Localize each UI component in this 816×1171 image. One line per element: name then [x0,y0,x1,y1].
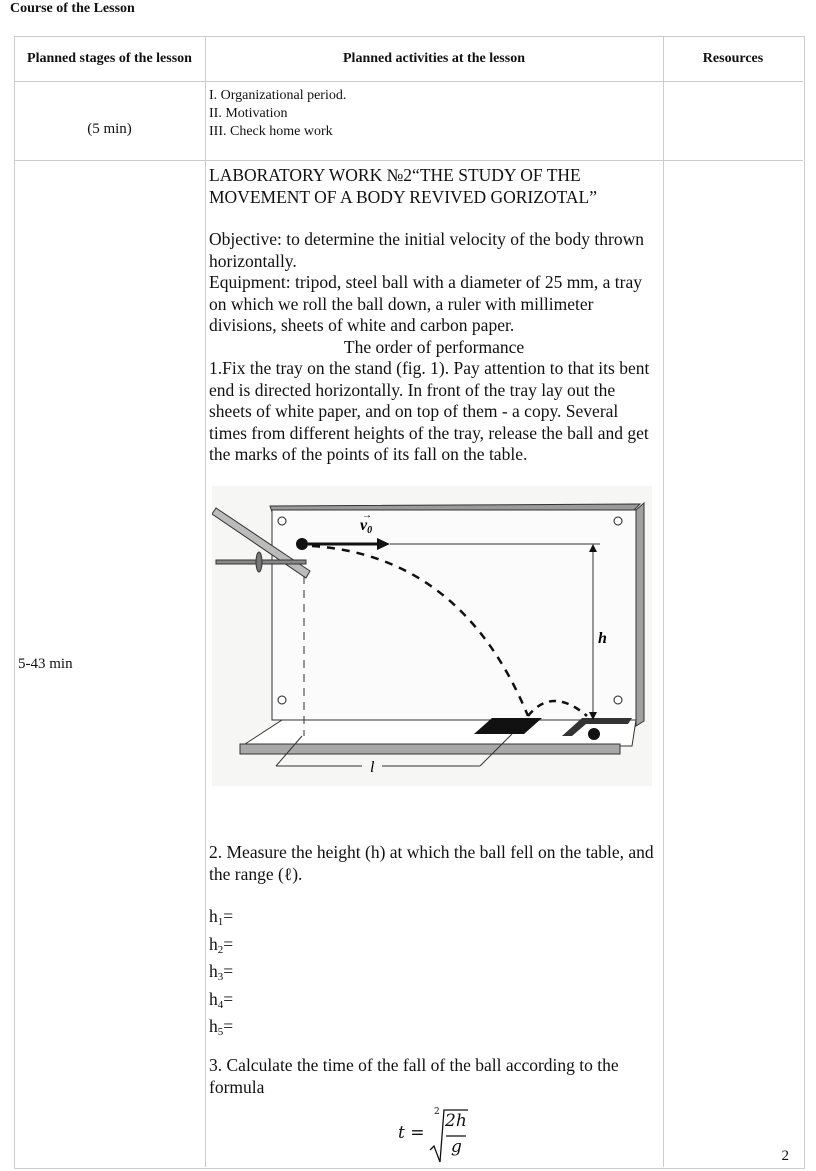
measurement-text [209,842,659,1044]
table-edge [240,744,620,754]
height-label: h [598,630,607,647]
measurement-h3: $h_3=$ [209,961,234,983]
measurement-h2: $h_2=$ [209,933,234,956]
header-stages: Planned stages of the lesson [27,51,192,66]
step-1: 1.Fix the tray on the stand (fig. 1). Pay attention to that its bent end is directed horizontally. In front of the tray lay out the sheets of white paper, and on top of them - a copy. Several times from different heights of the tray, release the ball and get the marks of the points of its fall on the table. [209,358,650,464]
activity-item: II. Motivation [209,106,288,121]
experiment-figure [212,486,652,786]
activity-item: I. Organizational period. [209,88,347,103]
formula: t = 2 2h g [398,1106,498,1166]
order-heading: The order of performance [343,336,525,357]
activity-item: III. Check home work [209,124,333,139]
lab-work-text [209,165,659,466]
clamp [256,552,262,572]
objective: Objective: to determine the initial velocity of the body thrown horizontally. [209,229,644,271]
page-number: 2 [781,1148,789,1164]
lab-title: LABORATORY WORK №2“THE STUDY OF THE MOVEMENT OF A BODY REVIVED GORIZOTAL” [209,165,597,207]
measurement-h1: $h_1=$ [209,906,234,928]
activities-list [209,87,346,141]
board [272,510,636,720]
column-divider [205,36,206,1167]
section-heading: Course of the Lesson [10,1,135,16]
equipment: Equipment: tripod, steel ball with a diameter of 25 mm, a tray on which we roll the ball down, a ruler with millimeter divisions, sheets of white and carbon paper. [209,272,643,335]
velocity-label: v0 [360,517,373,536]
stage-duration: 5-43 min [18,656,73,672]
ball [296,538,308,550]
column-divider [663,36,664,1167]
stage-duration: (5 min) [87,121,132,137]
measurement-h4: $h_4=$ [209,988,234,1011]
header-resources: Resources [702,51,764,66]
step-3: 3. Calculate the time of the fall of the ball according to the formula [209,1055,619,1097]
step-2: 2. Measure the height (h) at which the ball fell on the table, and the range (ℓ). [209,842,654,884]
range-label: l [370,759,375,776]
row-divider [14,160,803,161]
measurement-h5: $h_5=$ [209,1016,234,1038]
ball-stopped [588,728,600,740]
row-divider [14,81,803,82]
header-activities: Planned activities at the lesson [343,51,525,66]
svg-text:→: → [362,510,372,521]
board-side [636,503,644,726]
